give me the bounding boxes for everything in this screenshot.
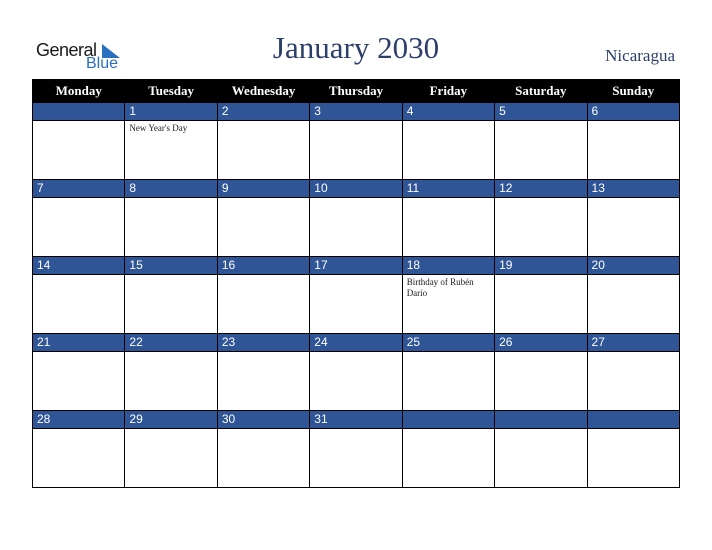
- day-cell[interactable]: [310, 411, 402, 488]
- day-cell[interactable]: [33, 411, 125, 488]
- weekday-header: Thursday: [310, 80, 402, 103]
- day-number: 16: [218, 257, 309, 275]
- day-cell[interactable]: [310, 257, 402, 334]
- weekday-header: Tuesday: [125, 80, 217, 103]
- day-cell[interactable]: [310, 334, 402, 411]
- day-cell[interactable]: [217, 334, 309, 411]
- day-number: [495, 411, 586, 429]
- month-grid: [32, 79, 680, 488]
- country-label: Nicaragua: [605, 46, 675, 65]
- day-cell[interactable]: [587, 411, 679, 488]
- day-number: 8: [125, 180, 216, 198]
- day-cell[interactable]: [217, 180, 309, 257]
- day-number: 17: [310, 257, 401, 275]
- day-number: 15: [125, 257, 216, 275]
- day-cell[interactable]: [587, 103, 679, 180]
- day-number: 7: [33, 180, 124, 198]
- day-number: 13: [588, 180, 679, 198]
- day-number: [588, 411, 679, 429]
- day-number: 2: [218, 103, 309, 121]
- day-cell[interactable]: [125, 334, 217, 411]
- day-number: 21: [33, 334, 124, 352]
- day-cell[interactable]: [310, 180, 402, 257]
- day-cell[interactable]: [125, 411, 217, 488]
- day-number: 22: [125, 334, 216, 352]
- day-number: 4: [403, 103, 494, 121]
- day-cell[interactable]: [402, 103, 494, 180]
- day-number: 23: [218, 334, 309, 352]
- day-number: [403, 411, 494, 429]
- day-cell[interactable]: [402, 180, 494, 257]
- calendar-header: [0, 0, 712, 78]
- week-row: [33, 180, 680, 257]
- day-cell[interactable]: [495, 180, 587, 257]
- day-number: 30: [218, 411, 309, 429]
- week-row: [33, 257, 680, 334]
- weekday-header: Friday: [402, 80, 494, 103]
- day-number: 28: [33, 411, 124, 429]
- holiday-event: New Year's Day: [129, 123, 188, 133]
- weekday-header-row: [33, 80, 680, 103]
- day-cell[interactable]: [33, 257, 125, 334]
- week-row: [33, 411, 680, 488]
- day-number: 10: [310, 180, 401, 198]
- holiday-event: Birthday of Rubén Darío: [406, 277, 474, 298]
- day-cell[interactable]: [495, 103, 587, 180]
- weekday-header: Monday: [33, 80, 125, 103]
- day-number: 6: [588, 103, 679, 121]
- day-cell[interactable]: [33, 103, 125, 180]
- day-number: 11: [403, 180, 494, 198]
- weekday-header: Saturday: [495, 80, 587, 103]
- day-number: 27: [588, 334, 679, 352]
- day-cell[interactable]: [33, 180, 125, 257]
- day-cell[interactable]: [125, 103, 217, 180]
- day-cell[interactable]: [587, 180, 679, 257]
- day-number: 25: [403, 334, 494, 352]
- day-number: 3: [310, 103, 401, 121]
- day-cell[interactable]: [495, 411, 587, 488]
- day-number: 9: [218, 180, 309, 198]
- day-number: 31: [310, 411, 401, 429]
- day-number: 29: [125, 411, 216, 429]
- day-cell[interactable]: [125, 257, 217, 334]
- weekday-header: Sunday: [587, 80, 679, 103]
- week-row: [33, 334, 680, 411]
- day-number: 26: [495, 334, 586, 352]
- day-cell[interactable]: [217, 257, 309, 334]
- page-title: January 2030: [272, 30, 440, 65]
- day-cell[interactable]: [217, 103, 309, 180]
- day-number: [33, 103, 124, 121]
- day-number: 1: [125, 103, 216, 121]
- logo-blue-text: Blue: [86, 55, 119, 72]
- weekday-header: Wednesday: [217, 80, 309, 103]
- day-cell[interactable]: [402, 257, 494, 334]
- day-cell[interactable]: [217, 411, 309, 488]
- day-number: 12: [495, 180, 586, 198]
- day-cell[interactable]: [587, 334, 679, 411]
- day-cell[interactable]: [310, 103, 402, 180]
- day-number: 5: [495, 103, 586, 121]
- day-number: 24: [310, 334, 401, 352]
- day-cell[interactable]: [402, 411, 494, 488]
- day-cell[interactable]: [495, 334, 587, 411]
- day-cell[interactable]: [402, 334, 494, 411]
- logo-general-text: General: [36, 40, 97, 60]
- day-cell[interactable]: [587, 257, 679, 334]
- day-cell[interactable]: [125, 180, 217, 257]
- day-cell[interactable]: [33, 334, 125, 411]
- day-number: 18: [403, 257, 494, 275]
- day-number: 20: [588, 257, 679, 275]
- day-cell[interactable]: [495, 257, 587, 334]
- day-number: 19: [495, 257, 586, 275]
- day-number: 14: [33, 257, 124, 275]
- week-row: [33, 103, 680, 180]
